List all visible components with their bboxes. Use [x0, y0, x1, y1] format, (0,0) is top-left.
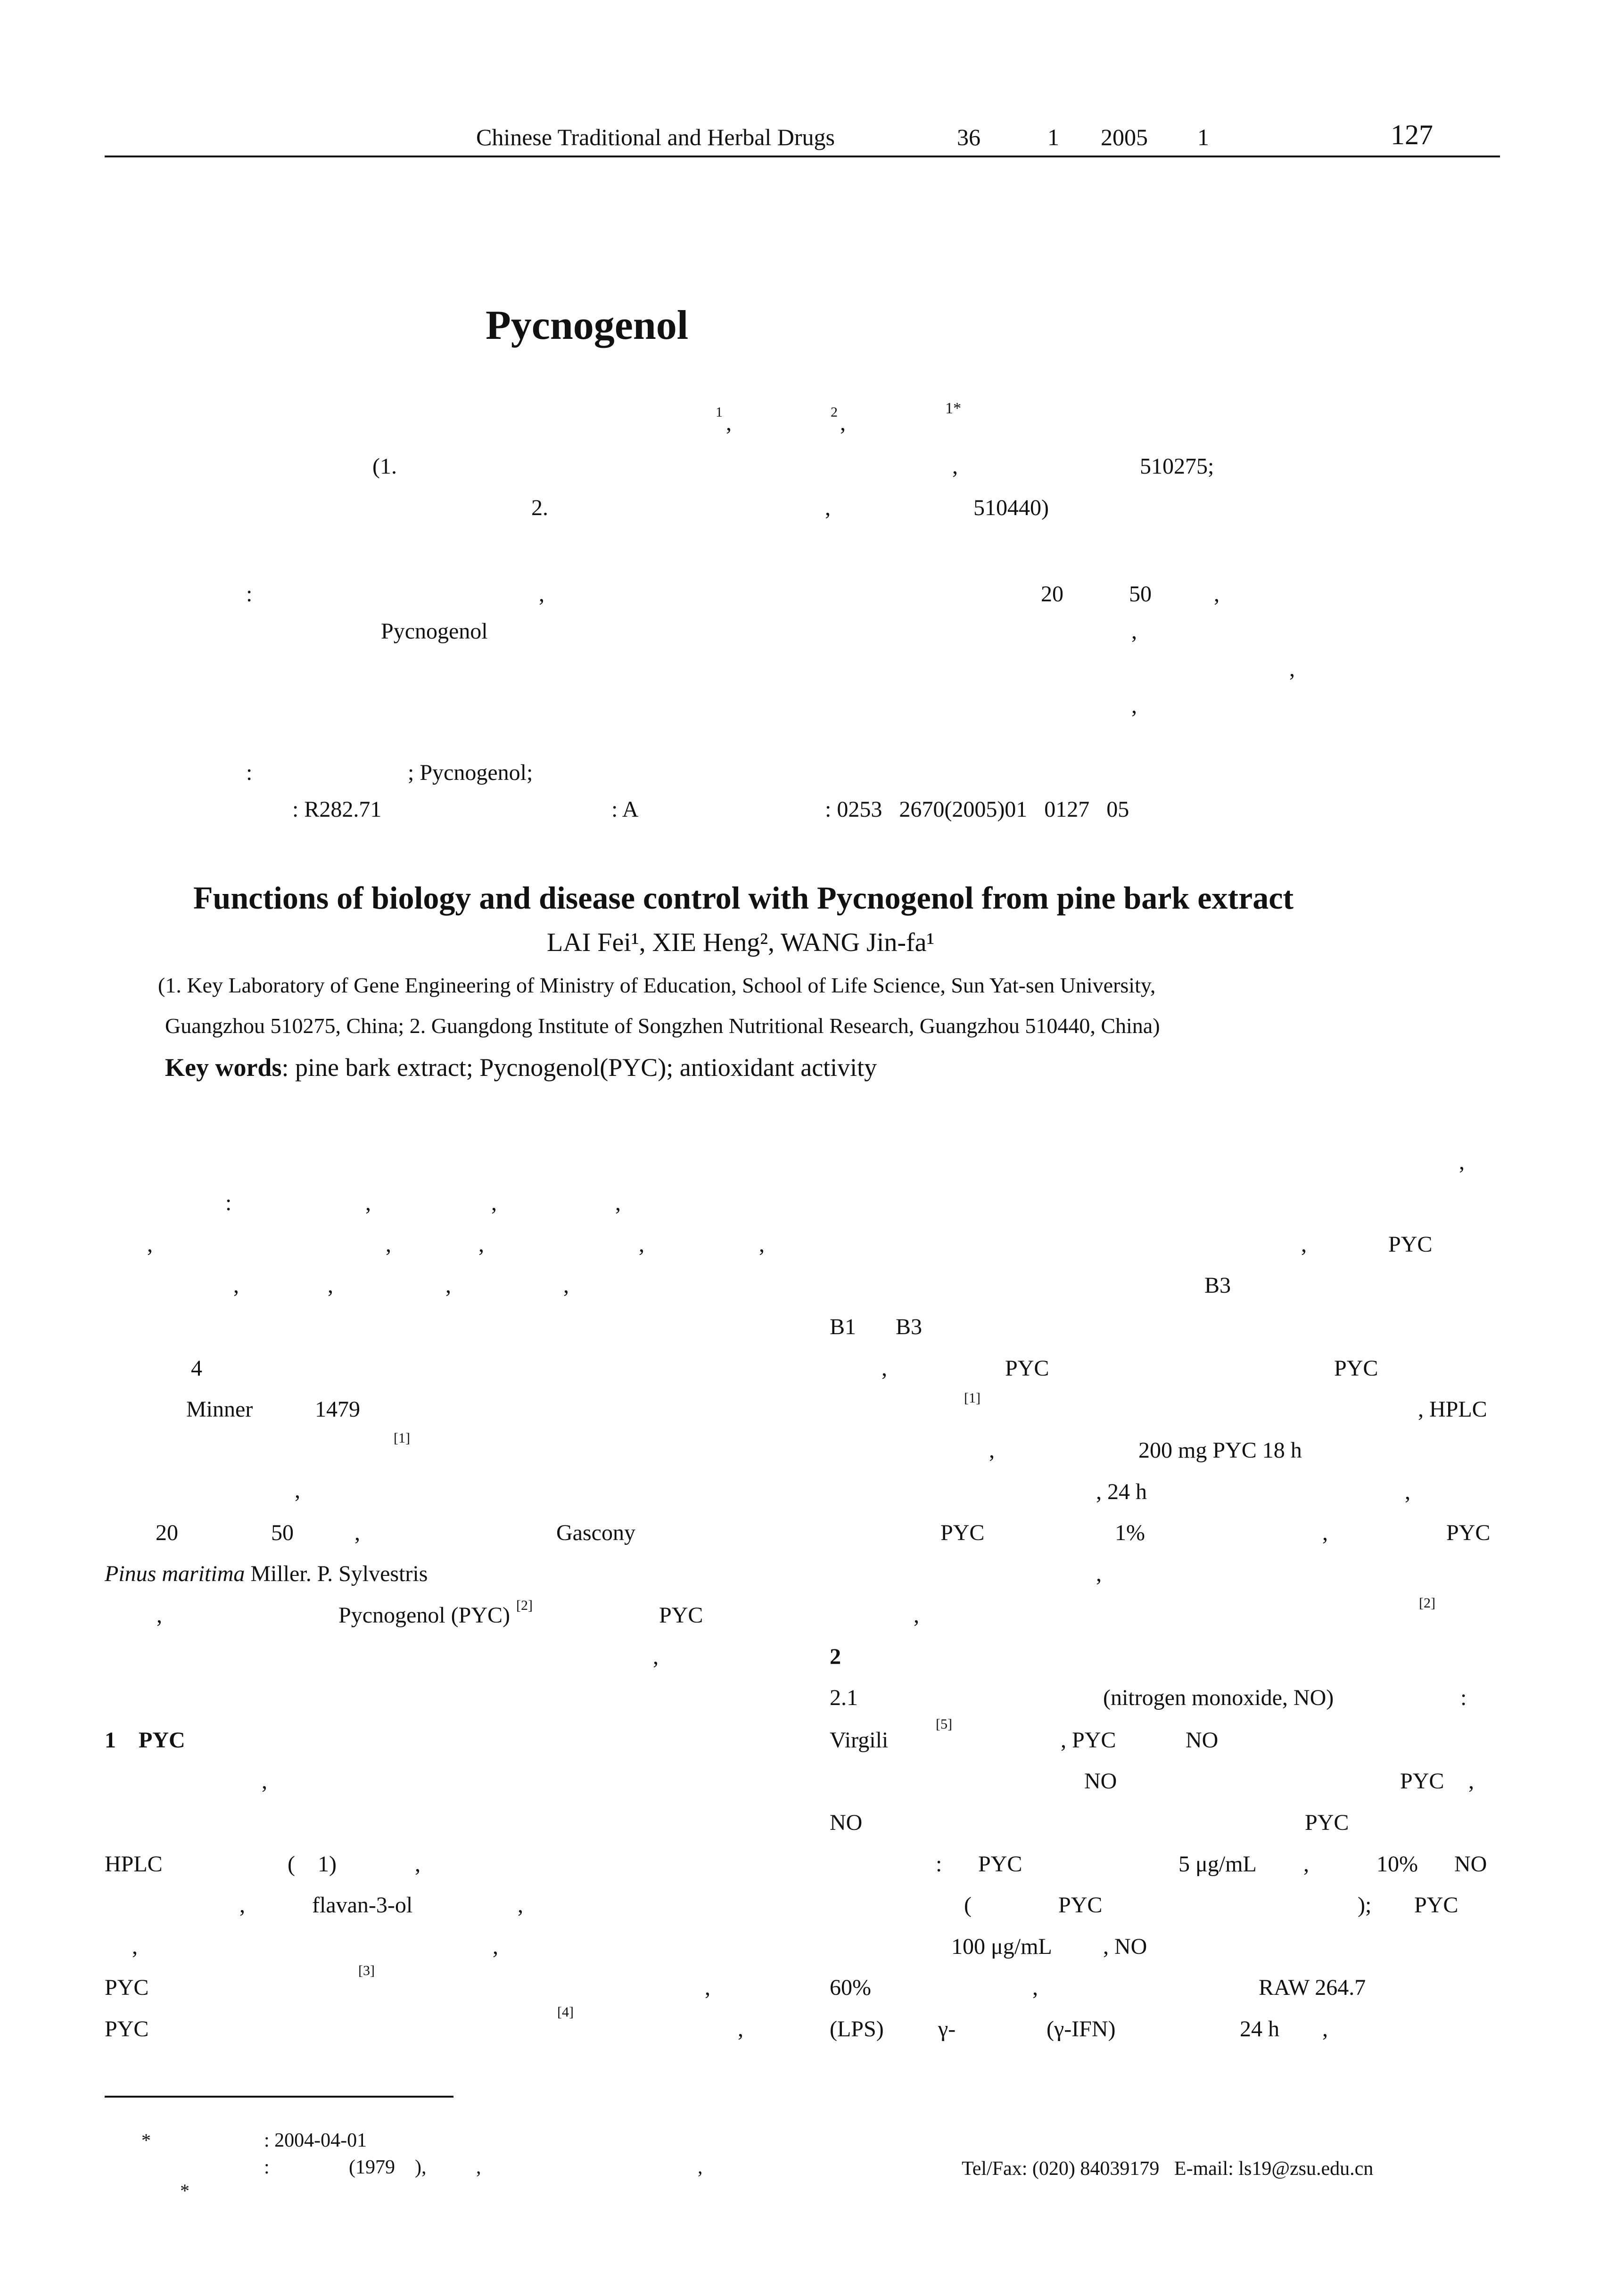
right-text: γ- — [938, 2017, 956, 2042]
right-punct: , — [882, 1356, 887, 1381]
left-punct: , — [759, 1232, 765, 1257]
right-text: , HPLC — [1418, 1397, 1487, 1422]
footnote-text: , — [698, 2157, 703, 2178]
author-sup-1: 1 — [716, 404, 723, 420]
right-punct: , — [1032, 1975, 1038, 2000]
right-text: PYC — [1414, 1893, 1459, 1918]
abstract-number: 50 — [1129, 582, 1152, 607]
right-text: 200 mg PYC 18 h — [1138, 1438, 1302, 1463]
left-punct: , — [478, 1232, 484, 1257]
received-date: : 2004-04-01 — [264, 2130, 367, 2151]
abstract-comma: , — [1214, 582, 1220, 607]
right-text: PYC — [1058, 1893, 1103, 1918]
journal-name: Chinese Traditional and Herbal Drugs — [476, 124, 835, 150]
affiliation-1-comma: , — [952, 454, 958, 479]
right-punct: , — [989, 1438, 995, 1463]
abstract-comma: , — [1131, 693, 1137, 718]
section-2-heading: 2 — [830, 1644, 841, 1669]
right-punct: : — [936, 1852, 942, 1877]
citation: [1] — [964, 1390, 981, 1406]
left-text: Gascony — [556, 1520, 635, 1545]
affiliation-1-postcode: 510275; — [1140, 454, 1214, 479]
keywords-cn-text: ; Pycnogenol; — [408, 760, 533, 785]
left-text: 20 — [156, 1520, 178, 1545]
latin-species — [105, 1561, 428, 1587]
affiliation-2-number: 2. — [531, 495, 548, 520]
citation: [3] — [358, 1963, 375, 1978]
right-text: 24 h — [1240, 2017, 1279, 2042]
left-text: Pycnogenol (PYC) — [338, 1603, 510, 1628]
section-1-heading — [105, 1727, 185, 1753]
right-text: PYC — [1334, 1356, 1378, 1381]
header-rule — [105, 156, 1500, 157]
left-punct: , — [415, 1852, 420, 1877]
right-punct: , — [1468, 1769, 1474, 1794]
right-text: Virgili — [830, 1728, 889, 1753]
left-text: 50 — [271, 1520, 294, 1545]
citation: [2] — [516, 1598, 533, 1613]
right-text: (γ-IFN) — [1047, 2017, 1116, 2042]
left-text: ( 1) — [288, 1852, 337, 1877]
journal-year: 2005 — [1101, 124, 1148, 150]
right-text: PYC — [1388, 1232, 1433, 1257]
right-punct: , — [1303, 1852, 1309, 1877]
left-text: PYC — [105, 1975, 149, 2000]
left-punct: , — [639, 1232, 644, 1257]
document-code: : A — [611, 797, 639, 822]
left-punct: , — [157, 1603, 162, 1628]
english-title: Functions of biology and disease control with Pycnogenol from pine bark extract — [193, 880, 1294, 916]
journal-volume: 36 — [957, 124, 981, 150]
right-punct: ); — [1358, 1893, 1372, 1918]
citation: [1] — [394, 1430, 410, 1446]
affiliation-2-comma: , — [825, 495, 831, 520]
left-punct: , — [386, 1232, 391, 1257]
affiliation-1-number: (1. — [372, 454, 397, 479]
right-text: , PYC — [1061, 1728, 1116, 1753]
right-punct: , — [1459, 1149, 1465, 1174]
right-punct: : — [1460, 1685, 1467, 1710]
right-text: 1% — [1115, 1520, 1145, 1545]
right-text: RAW 264.7 — [1259, 1975, 1366, 2000]
left-punct: , — [493, 1934, 498, 1959]
right-text: 10% — [1376, 1852, 1418, 1877]
keywords-cn-label: : — [246, 760, 253, 785]
english-affiliation-1: (1. Key Laboratory of Gene Engineering of Ministry of Education, School of Life Science, Sun Yat-sen University, — [158, 973, 1156, 997]
left-punct: , — [328, 1273, 333, 1298]
english-authors: LAI Fei¹, XIE Heng², WANG Jin-fa¹ — [547, 928, 935, 957]
contact-info: Tel/Fax: (020) 84039179 E-mail: ls19@zsu.edu.cn — [962, 2158, 1374, 2180]
author-sep-2: , — [840, 410, 846, 435]
left-text: PYC — [105, 2017, 149, 2042]
latin-species-italic: Pinus maritima — [105, 1561, 245, 1586]
right-text: B1 — [830, 1314, 857, 1339]
left-punct: , — [615, 1190, 621, 1215]
right-punct: , — [1301, 1232, 1307, 1257]
abstract-comma: , — [1289, 656, 1295, 681]
author-sup-2: 2 — [831, 404, 838, 420]
footnote-rule — [105, 2096, 453, 2098]
right-text: (LPS) — [830, 2017, 884, 2042]
left-punct: , — [653, 1644, 659, 1669]
right-text: PYC — [1305, 1810, 1349, 1835]
right-punct: , — [1322, 2017, 1328, 2042]
right-punct: , — [914, 1603, 919, 1628]
left-text: 1479 — [315, 1397, 360, 1422]
author-sep-1: , — [726, 410, 732, 435]
left-punct: , — [295, 1478, 300, 1503]
english-affiliation-2: Guangzhou 510275, China; 2. Guangdong Institute of Songzhen Nutritional Research, Guangzhou 510440, China) — [165, 1014, 1160, 1038]
right-text: 100 μg/mL — [951, 1934, 1052, 1959]
right-punct: , — [1096, 1561, 1102, 1586]
right-text: PYC — [1400, 1769, 1444, 1794]
footnote-mark: * — [180, 2180, 190, 2201]
right-text: NO — [1186, 1728, 1219, 1753]
right-text: B3 — [896, 1314, 923, 1339]
abstract-term: Pycnogenol — [381, 619, 488, 644]
right-text: 60% — [830, 1975, 871, 2000]
right-text: PYC — [978, 1852, 1022, 1877]
page-number: 127 — [1391, 119, 1433, 150]
citation: [5] — [936, 1716, 952, 1732]
citation: [4] — [557, 2004, 574, 2020]
right-text: , NO — [1103, 1934, 1147, 1959]
right-punct: , — [1322, 1520, 1328, 1545]
right-text: 5 μg/mL — [1178, 1852, 1257, 1877]
subsection-number: 2.1 — [830, 1685, 858, 1710]
affiliation-2-postcode: 510440) — [973, 495, 1049, 520]
right-text: NO — [1084, 1769, 1117, 1794]
left-punct: , — [563, 1273, 569, 1298]
left-punct: , — [132, 1934, 138, 1959]
english-keywords-label: Key words — [165, 1053, 282, 1082]
left-punct: , — [239, 1893, 245, 1918]
left-text: flavan-3-ol — [312, 1893, 413, 1918]
citation: [2] — [1419, 1595, 1435, 1611]
right-punct: , — [1405, 1479, 1410, 1504]
right-text: B3 — [1204, 1273, 1231, 1298]
right-text: (nitrogen monoxide, NO) — [1103, 1685, 1334, 1710]
footnote-mark: * — [141, 2130, 151, 2151]
left-punct: : — [225, 1190, 232, 1215]
left-punct: , — [518, 1893, 523, 1918]
left-punct: , — [491, 1190, 497, 1215]
left-text: 4 — [191, 1356, 202, 1381]
abstract-number: 20 — [1041, 582, 1063, 607]
left-text: Minner — [186, 1397, 253, 1422]
latin-species-author: Miller. P. Sylvestris — [245, 1561, 428, 1586]
right-punct: ( — [964, 1893, 972, 1918]
author-birth: (1979 ), — [349, 2157, 427, 2178]
right-text: PYC — [1005, 1356, 1049, 1381]
abstract-comma: , — [1131, 619, 1137, 644]
left-text: PYC — [659, 1603, 703, 1628]
left-punct: , — [262, 1769, 267, 1794]
journal-issue: 1 — [1047, 124, 1059, 150]
right-text: PYC — [940, 1520, 985, 1545]
journal-month: 1 — [1197, 124, 1209, 150]
right-text: NO — [1454, 1852, 1487, 1877]
author-sup-3: 1* — [945, 400, 961, 417]
left-punct: , — [365, 1190, 371, 1215]
abstract-label: : — [246, 582, 253, 607]
left-punct: , — [354, 1520, 360, 1545]
section-1-number: 1 — [105, 1728, 116, 1753]
footnote-text: , — [476, 2157, 481, 2178]
article-id: : 0253 2670(2005)01 0127 05 — [825, 797, 1129, 822]
clc-number: : R282.71 — [292, 797, 382, 822]
left-text: HPLC — [105, 1852, 163, 1877]
right-text: NO — [830, 1810, 863, 1835]
left-punct: , — [738, 2017, 743, 2042]
footnote-text: : — [264, 2157, 270, 2178]
right-text: PYC — [1446, 1520, 1491, 1545]
left-punct: , — [147, 1232, 153, 1257]
left-punct: , — [233, 1273, 239, 1298]
article-title: Pycnogenol — [486, 303, 689, 348]
english-keywords-text: : pine bark extract; Pycnogenol(PYC); antioxidant activity — [281, 1053, 877, 1082]
left-punct: , — [445, 1273, 451, 1298]
abstract-comma: , — [539, 582, 544, 607]
section-1-title: PYC — [139, 1728, 185, 1753]
english-keywords — [165, 1053, 877, 1082]
right-text: , 24 h — [1096, 1479, 1147, 1504]
left-punct: , — [705, 1975, 710, 2000]
